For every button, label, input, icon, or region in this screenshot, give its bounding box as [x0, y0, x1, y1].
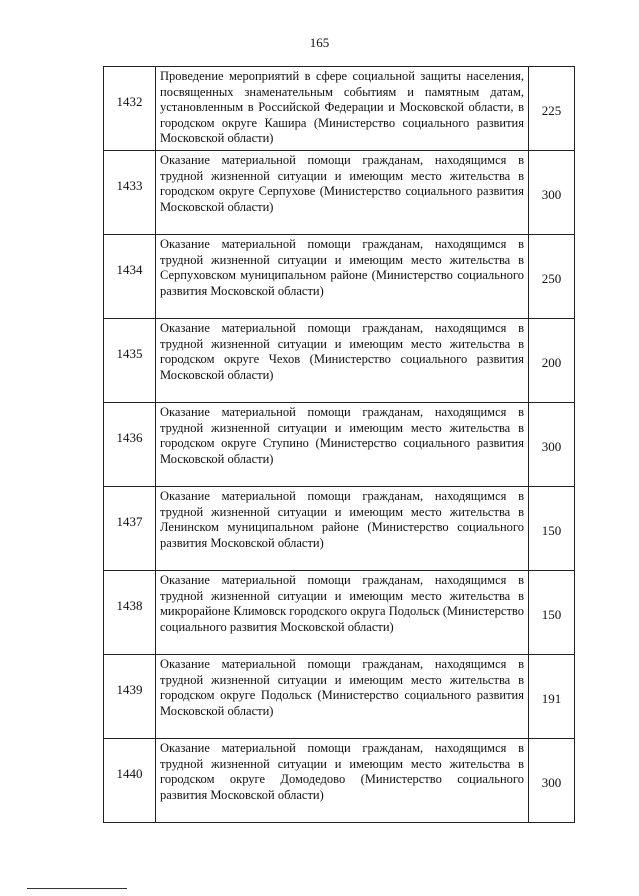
row-number-cell [104, 319, 156, 403]
row-description-cell [156, 487, 529, 571]
row-description: Оказание материальной помощи гражданам, находящимся в трудной жизненной ситуации и имеющим место жительства в Ленинском муниципальном районе (Министерство социального развития Московской области) [160, 489, 524, 550]
row-value: 300 [541, 187, 562, 202]
table-row [104, 487, 575, 571]
row-number-cell [104, 151, 156, 235]
row-value-cell [529, 235, 575, 319]
row-description-cell [156, 571, 529, 655]
row-description-cell [156, 319, 529, 403]
row-value: 250 [541, 271, 562, 286]
row-number-cell [104, 67, 156, 151]
row-value-cell [529, 655, 575, 739]
row-value-cell [529, 67, 575, 151]
table-row [104, 571, 575, 655]
row-number: 1433 [116, 178, 143, 193]
row-number: 1436 [116, 430, 143, 445]
row-number-cell [104, 655, 156, 739]
row-number-cell [104, 235, 156, 319]
row-description: Оказание материальной помощи гражданам, находящимся в трудной жизненной ситуации и имеющим место жительства в микрорайоне Климовск городского округа Подольск (Министерство социального развития Московской области) [160, 573, 525, 634]
table-row [104, 739, 575, 823]
row-value: 225 [541, 103, 562, 118]
row-number-cell [104, 487, 156, 571]
row-description: Проведение мероприятий в сфере социальной защиты населения, посвященных знаменательным событиям и памятным датам, установленным в Российской Федерации и Московской области, в городском округе Кашира (Министерство социального развития Московской области) [160, 69, 524, 145]
row-value: 150 [541, 607, 562, 622]
table-row [104, 655, 575, 739]
row-description: Оказание материальной помощи гражданам, находящимся в трудной жизненной ситуации и имеющим место жительства в городском округе Ступино (Министерство социального развития Московской области) [160, 405, 524, 466]
row-value: 200 [541, 355, 562, 370]
row-description-cell [156, 655, 529, 739]
row-description-cell [156, 151, 529, 235]
row-value-cell [529, 487, 575, 571]
table-row [104, 403, 575, 487]
row-value-cell [529, 403, 575, 487]
row-description: Оказание материальной помощи гражданам, находящимся в трудной жизненной ситуации и имеющим место жительства в городском округе Чехов (Министерство социального развития Московской области) [160, 321, 524, 382]
page-number: 165 [309, 35, 330, 50]
row-number-cell [104, 739, 156, 823]
row-description: Оказание материальной помощи гражданам, находящимся в трудной жизненной ситуации и имеющим место жительства в Серпуховском муниципальном районе (Министерство социального развития Московской области) [160, 237, 524, 298]
row-description-cell [156, 67, 529, 151]
row-value: 191 [541, 691, 562, 706]
row-number: 1437 [116, 514, 143, 529]
row-number: 1439 [116, 682, 143, 697]
table-row [104, 151, 575, 235]
table-row [104, 319, 575, 403]
row-value: 300 [541, 439, 562, 454]
row-value: 150 [541, 523, 562, 538]
row-description: Оказание материальной помощи гражданам, находящимся в трудной жизненной ситуации и имеющим место жительства в городском округе Серпухове (Министерство социального развития Московской области) [160, 153, 524, 214]
row-number: 1440 [116, 766, 143, 781]
row-number: 1432 [116, 94, 143, 109]
table-row [104, 235, 575, 319]
budget-table [103, 66, 575, 823]
row-value: 300 [541, 775, 562, 790]
row-number: 1438 [116, 598, 143, 613]
row-number-cell [104, 571, 156, 655]
row-description-cell [156, 739, 529, 823]
row-description-cell [156, 235, 529, 319]
row-number: 1434 [116, 262, 143, 277]
row-value-cell [529, 151, 575, 235]
row-description: Оказание материальной помощи гражданам, находящимся в трудной жизненной ситуации и имеющим место жительства в городском округе Домодедово (Министерство социального развития Московской области) [160, 741, 524, 802]
row-number-cell [104, 403, 156, 487]
row-description-cell [156, 403, 529, 487]
row-number: 1435 [116, 346, 143, 361]
row-value-cell [529, 571, 575, 655]
row-description: Оказание материальной помощи гражданам, находящимся в трудной жизненной ситуации и имеющим место жительства в городском округе Подольск (Министерство социального развития Московской области) [160, 657, 524, 718]
row-value-cell [529, 319, 575, 403]
footer-rule [27, 888, 127, 889]
row-value-cell [529, 739, 575, 823]
table-row [104, 67, 575, 151]
